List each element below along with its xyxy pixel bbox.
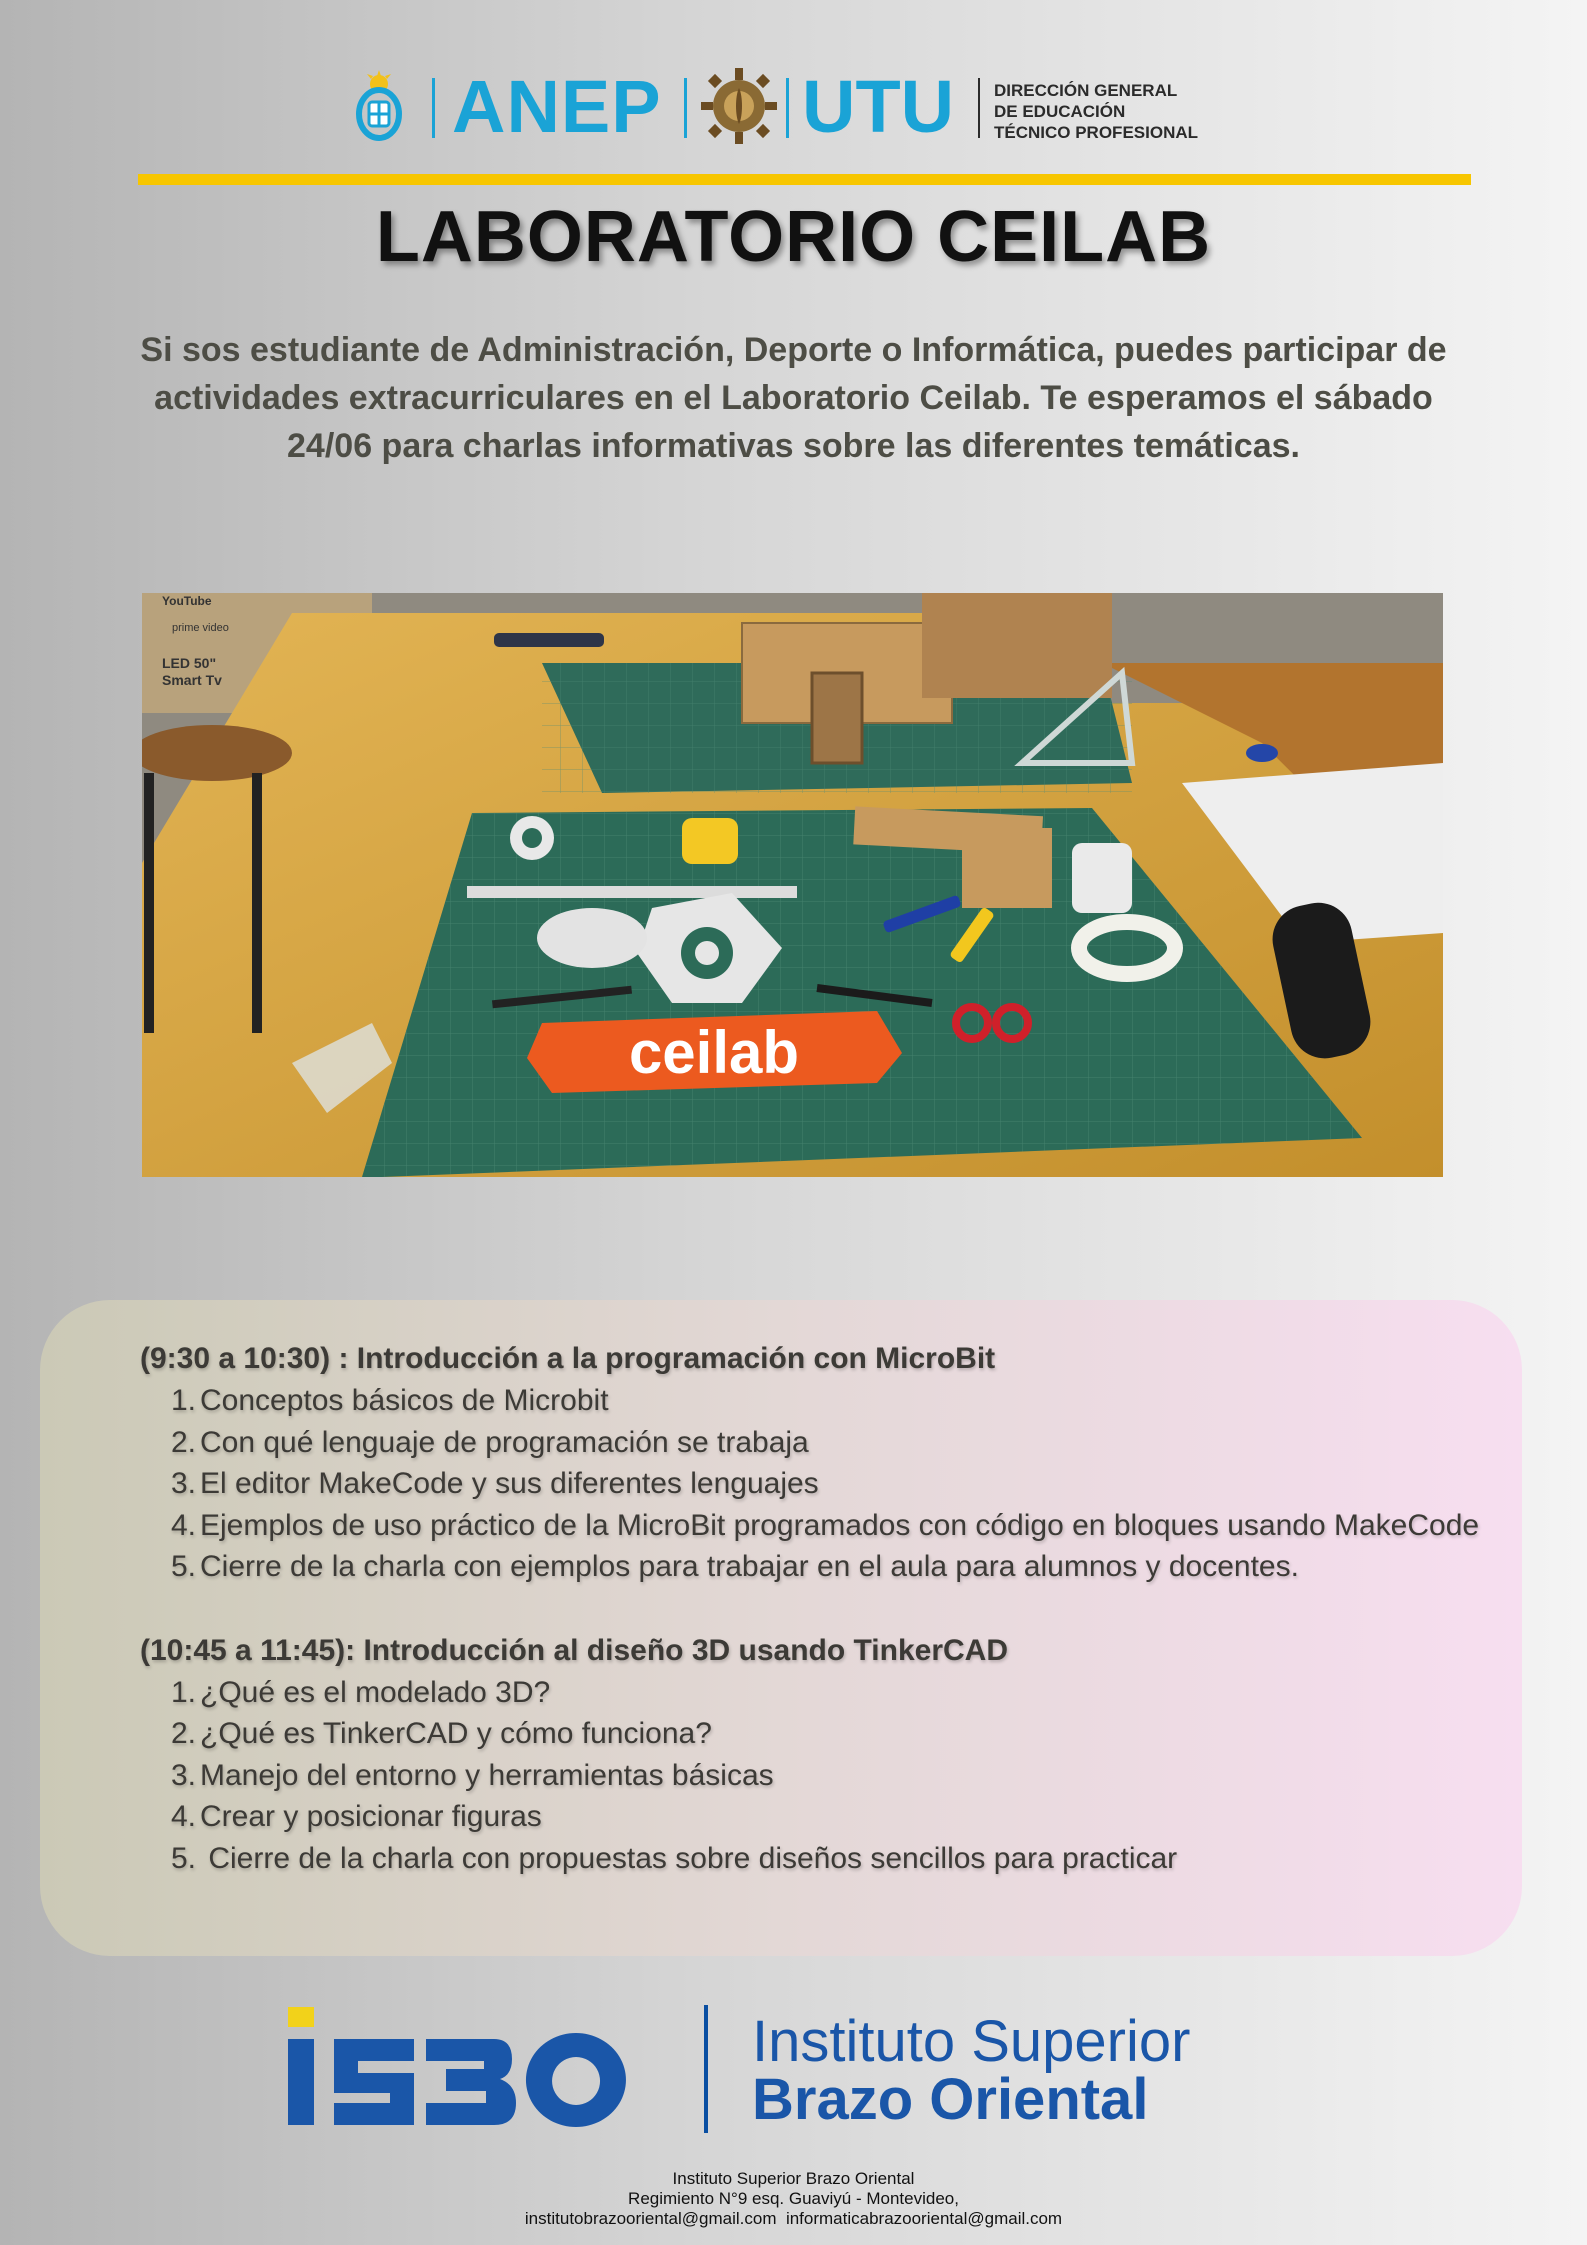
header-divider — [978, 78, 980, 138]
page-title: LABORATORIO CEILAB — [375, 197, 1212, 277]
contact-line: Instituto Superior Brazo Oriental — [672, 2169, 915, 2188]
list-item: 5. Cierre de la charla con ejemplos para trabajar en el aula para alumnos y docentes. — [140, 1546, 1480, 1588]
session-topics — [140, 1672, 1480, 1880]
schedule-card — [40, 1300, 1522, 1956]
topic-text: ¿Qué es el modelado 3D? — [200, 1675, 551, 1709]
list-item: 2. ¿Qué es TinkerCAD y cómo funciona? — [140, 1713, 1480, 1755]
list-item: 2. Con qué lenguaje de programación se trabaja — [140, 1422, 1480, 1464]
list-item: 3. El editor MakeCode y sus diferentes lenguajes — [140, 1463, 1480, 1505]
list-item: 1. Conceptos básicos de Microbit — [140, 1380, 1480, 1422]
lab-table-illustration — [142, 593, 1443, 1177]
topic-text: Manejo del entorno y herramientas básicas — [200, 1758, 774, 1792]
topic-text: Ejemplos de uso práctico de la MicroBit programados con código en bloques usando MakeCode — [200, 1508, 1480, 1542]
contact-line: Regimiento N°9 esq. Guaviyú - Montevideo, — [628, 2189, 959, 2208]
topic-text: Con qué lenguaje de programación se trabaja — [200, 1425, 809, 1459]
topic-text: Cierre de la charla con ejemplos para trabajar en el aula para alumnos y docentes. — [200, 1550, 1299, 1583]
tv-box-text: Smart Tv — [162, 672, 222, 688]
list-item: 4. Crear y posicionar figuras — [140, 1796, 1480, 1838]
uruguay-seal-icon — [347, 68, 411, 144]
header-divider — [432, 78, 435, 138]
contact-info — [0, 2169, 1587, 2229]
ceilab-sign-text: ceilab — [628, 1019, 800, 1086]
schedule-content — [140, 1338, 1480, 1879]
tv-box-text: LED 50" — [162, 655, 217, 671]
header-divider — [684, 78, 687, 138]
dgetp-text — [994, 80, 1198, 143]
topic-text: El editor MakeCode y sus diferentes lenguajes — [200, 1467, 819, 1500]
tv-box-text: YouTube — [162, 594, 212, 608]
dgetp-line: DE EDUCACIÓN — [994, 102, 1126, 121]
session-heading: (9:30 a 10:30) : Introducción a la programación con MicroBit — [140, 1342, 996, 1375]
lab-photo — [142, 593, 1443, 1177]
utu-logo-text: UTU — [802, 65, 955, 148]
list-item: 5. Cierre de la charla con propuestas sobre diseños sencillos para practicar — [140, 1838, 1480, 1880]
institute-name-line2: Brazo Oriental — [752, 2067, 1149, 2132]
tv-box-text: prime video — [172, 622, 229, 634]
topic-text: ¿Qué es TinkerCAD y cómo funciona? — [200, 1717, 712, 1750]
contact-line: institutobrazooriental@gmail.com informaticabrazooriental@gmail.com — [524, 2209, 1063, 2228]
dgetp-line: TÉCNICO PROFESIONAL — [994, 123, 1199, 142]
session-heading: (10:45 a 11:45): Introducción al diseño 3D usando TinkerCAD — [140, 1633, 1008, 1667]
dgetp-line: DIRECCIÓN GENERAL — [994, 81, 1178, 100]
session-topics — [140, 1380, 1480, 1588]
gear-wheat-icon — [700, 66, 778, 146]
isbo-logo-icon — [286, 2003, 666, 2133]
institute-name-line1: Instituto Superior — [752, 2009, 1191, 2074]
intro-paragraph: Si sos estudiante de Administración, Deporte o Informática, puedes participar de actividades extracurriculares en el Laboratorio Ceilab. Te esperamos el sábado 24/06 para charlas informativas sobre las diferentes temáticas. — [140, 331, 1447, 465]
header-divider — [786, 78, 789, 138]
list-item: 1. ¿Qué es el modelado 3D? — [140, 1672, 1480, 1714]
list-item: 3. Manejo del entorno y herramientas básicas — [140, 1755, 1480, 1797]
topic-text: Conceptos básicos de Microbit — [200, 1384, 609, 1417]
topic-text: Cierre de la charla con propuestas sobre diseños sencillos para practicar — [200, 1841, 1178, 1875]
footer-divider — [704, 2005, 708, 2133]
list-item: 4. Ejemplos de uso práctico de la MicroBit programados con código en bloques usando MakeCode — [140, 1505, 1480, 1547]
header-rule — [138, 174, 1471, 185]
anep-logo-text: ANEP — [452, 65, 662, 148]
topic-text: Crear y posicionar figuras — [200, 1800, 542, 1833]
header-logos — [0, 60, 1587, 170]
